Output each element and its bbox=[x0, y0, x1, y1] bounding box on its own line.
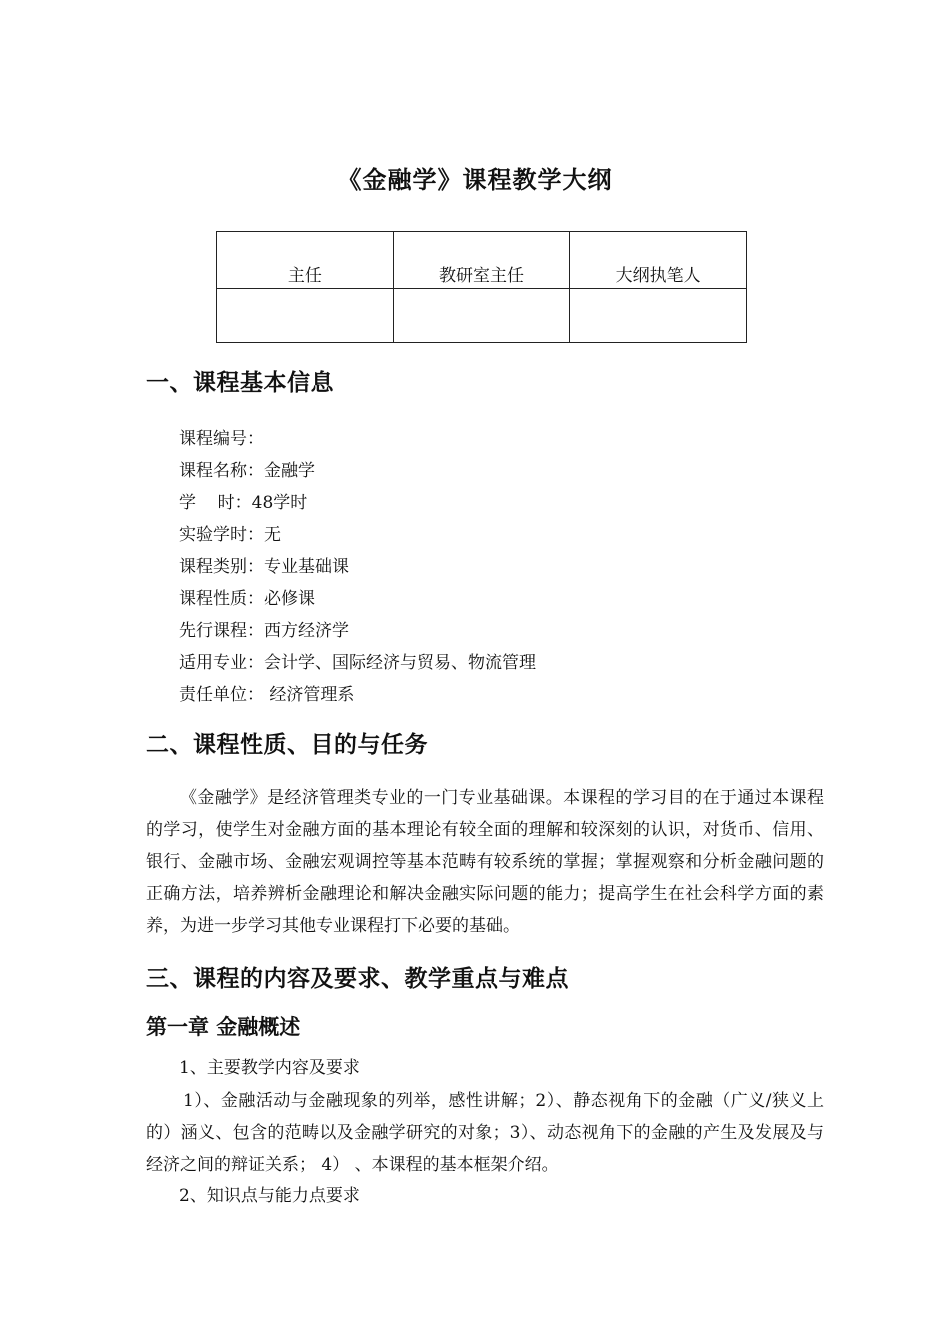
info-key: 课程编号： bbox=[179, 429, 264, 449]
signature-table-value-row bbox=[217, 289, 747, 343]
info-key: 适用专业： bbox=[179, 653, 264, 673]
chapter1-heading: 第一章 金融概述 bbox=[146, 1015, 301, 1039]
signature-header-author: 大纲执笔人 bbox=[570, 232, 747, 289]
info-value: 西方经济学 bbox=[264, 621, 349, 641]
info-key: 责任单位： bbox=[179, 685, 264, 705]
info-row-hours bbox=[179, 487, 536, 519]
info-value: 经济管理系 bbox=[264, 685, 355, 705]
info-row-category bbox=[179, 551, 536, 583]
chapter1-item1-title: 1、主要教学内容及要求 bbox=[179, 1058, 360, 1078]
signature-cell-section-director bbox=[393, 289, 570, 343]
signature-cell-director bbox=[217, 289, 394, 343]
info-value: 48学时 bbox=[251, 493, 308, 513]
info-key: 学 时： bbox=[179, 493, 252, 513]
section1-heading: 一、课程基本信息 bbox=[146, 370, 334, 396]
section3-heading: 三、课程的内容及要求、教学重点与难点 bbox=[146, 966, 569, 992]
chapter1-item1-text: 1）、金融活动与金融现象的列举，感性讲解；2）、静态视角下的金融（广义/狭义上的）涵义、包含的范畴以及金融学研究的对象；3）、动态视角下的金融的产生及发展及与经济之间的辩证关系； 4） 、本课程的基本框架介绍。 bbox=[146, 1091, 824, 1175]
info-key: 课程类别： bbox=[179, 557, 264, 577]
chapter1-item2-title: 2、知识点与能力点要求 bbox=[179, 1186, 360, 1206]
info-row-lab-hours bbox=[179, 519, 536, 551]
info-value: 金融学 bbox=[264, 461, 315, 481]
document-title: 《金融学》课程教学大纲 bbox=[337, 166, 613, 194]
info-key: 课程性质： bbox=[179, 589, 264, 609]
info-value: 专业基础课 bbox=[264, 557, 349, 577]
section2-heading: 二、课程性质、目的与任务 bbox=[146, 732, 428, 758]
info-key: 先行课程： bbox=[179, 621, 264, 641]
signature-header-section-director: 教研室主任 bbox=[393, 232, 570, 289]
info-row-course-code bbox=[179, 423, 536, 455]
info-value: 必修课 bbox=[264, 589, 315, 609]
info-row-nature bbox=[179, 583, 536, 615]
signature-header-director: 主任 bbox=[217, 232, 394, 289]
info-row-prerequisite bbox=[179, 615, 536, 647]
course-info-list bbox=[179, 423, 536, 711]
info-row-department bbox=[179, 679, 536, 711]
info-key: 实验学时： bbox=[179, 525, 264, 545]
signature-cell-author bbox=[570, 289, 747, 343]
info-value: 无 bbox=[264, 525, 281, 545]
info-key: 课程名称： bbox=[179, 461, 264, 481]
info-row-majors bbox=[179, 647, 536, 679]
signature-table-header-row bbox=[217, 232, 747, 289]
section2-paragraph: 《金融学》是经济管理类专业的一门专业基础课。本课程的学习目的在于通过本课程的学习，使学生对金融方面的基本理论有较全面的理解和较深刻的认识，对货币、信用、银行、金融市场、金融宏观调控等基本范畴有较系统的掌握；掌握观察和分析金融问题的正确方法，培养辨析金融理论和解决金融实际问题的能力；提高学生在社会科学方面的素养，为进一步学习其他专业课程打下必要的基础。 bbox=[146, 788, 824, 936]
signature-table bbox=[216, 231, 747, 343]
info-row-course-name bbox=[179, 455, 536, 487]
info-value: 会计学、国际经济与贸易、物流管理 bbox=[264, 653, 536, 673]
